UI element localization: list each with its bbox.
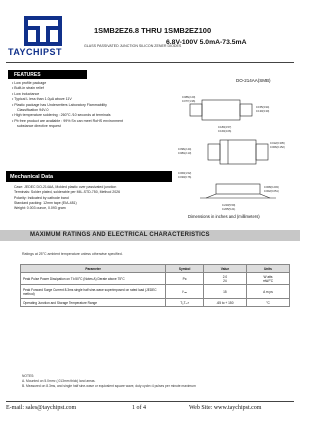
feature-item: • Low profile package bbox=[12, 81, 172, 86]
ratings-notes bbox=[22, 374, 196, 389]
voltage-current-spec: 6.8V-100V 5.0mA-73.5mA bbox=[166, 39, 247, 46]
column-header: Units bbox=[246, 265, 289, 273]
dim-label: 0.030(0.76) bbox=[178, 176, 192, 179]
footer-website[interactable]: Web Site: www.taychipst.com bbox=[189, 405, 262, 411]
dim-label: 0.155(3.94) bbox=[256, 106, 270, 109]
table-row bbox=[21, 285, 290, 299]
table-cell: -65 to + 150 bbox=[203, 299, 246, 307]
table-row bbox=[21, 273, 290, 285]
mechanical-heading: Mechanical Data bbox=[6, 171, 172, 182]
table-cell: 2.0 24 bbox=[203, 273, 246, 285]
table-cell: Pᴅ bbox=[166, 273, 204, 285]
mechanical-item: Weight: 0.003 ounce, 0.093 gram bbox=[14, 206, 66, 211]
table-row bbox=[21, 299, 290, 307]
table-cell: A m ps bbox=[246, 285, 289, 299]
ratings-note: Ratings at 25°C ambient temperature unless otherwise specified. bbox=[22, 252, 123, 256]
table-cell: Iᶠₛₘ bbox=[166, 285, 204, 299]
dim-label: 0.002(0.051) bbox=[264, 190, 279, 193]
dim-label: 0.077(1.96) bbox=[182, 100, 196, 103]
table-cell: Peak Forward Surge Current 8.3ms single half sine-wave superimposed on rated load (JEDEC method) bbox=[21, 285, 166, 299]
table-cell: Operating Junction and Storage Temperature Range bbox=[21, 299, 166, 307]
device-subtitle: GLASS PASSIVATED JUNCTION SILICON ZENER DIODES bbox=[84, 44, 182, 48]
column-header: Parameter bbox=[21, 265, 166, 273]
dim-label: 0.084(2.13) bbox=[178, 152, 192, 155]
dim-label: 0.160(4.06) bbox=[218, 130, 232, 133]
package-name: DO-214AA(SMB) bbox=[236, 78, 271, 83]
dim-label: 0.012(0.305) bbox=[270, 142, 285, 145]
features-list bbox=[12, 81, 172, 130]
package-outline-drawing bbox=[178, 84, 294, 212]
dim-label: 0.006(0.152) bbox=[270, 146, 285, 149]
dim-label: 0.060(1.52) bbox=[178, 172, 192, 175]
feature-item: • Plastic package has Underwriters Laboratory Flammability bbox=[12, 103, 172, 108]
column-header: Symbol bbox=[166, 265, 204, 273]
feature-item: • High temperature soldering : 260°C /10 seconds at terminals bbox=[12, 113, 172, 118]
dim-label: 0.008(0.203) bbox=[264, 186, 279, 189]
dim-label: 0.096(2.44) bbox=[178, 148, 192, 151]
mechanical-list bbox=[14, 185, 174, 211]
table-cell: Peak Pulse Power Dissipation on Tl=50°C (Notes A) Derate above 75°C bbox=[21, 273, 166, 285]
dim-label: 0.220(5.59) bbox=[222, 204, 236, 207]
note-line: NOTES: bbox=[22, 374, 35, 378]
feature-item: substance directive request bbox=[17, 124, 61, 129]
table-header-row bbox=[21, 265, 290, 273]
feature-item: • Built-in strain relief bbox=[12, 86, 172, 91]
taychipst-logo bbox=[24, 16, 62, 46]
feature-item: Classification 94V-0 bbox=[17, 108, 49, 113]
footer-divider bbox=[6, 401, 294, 402]
feature-item: • Low inductance bbox=[12, 92, 172, 97]
table-cell: °C bbox=[246, 299, 289, 307]
dim-label: 0.130(3.30) bbox=[256, 110, 270, 113]
feature-item: • Typical Iᵣ less than 1.0μA above 11V bbox=[12, 97, 172, 102]
dimensions-note: Dimensions in inches and (millimeters) bbox=[188, 214, 260, 219]
model-range-title: 1SMB2EZ6.8 THRU 1SMB2EZ100 bbox=[94, 26, 212, 35]
mechanical-item: Terminals: Solder plated, solderable per MIL-STD-750, Method 2026 bbox=[14, 190, 121, 195]
ratings-table bbox=[20, 264, 290, 307]
table-cell: Tⱼ,Tₛₜᵍ bbox=[166, 299, 204, 307]
dim-label: 0.205(5.21) bbox=[222, 208, 236, 211]
mechanical-item: Standard packing: 12mm tape (EIA-481) bbox=[14, 200, 77, 205]
header-divider bbox=[6, 62, 294, 63]
brand-name: TAYCHIPST bbox=[8, 47, 63, 57]
footer-email[interactable]: E-mail: sales@taychipst.com bbox=[6, 405, 77, 411]
page-number: 1 of 4 bbox=[132, 405, 146, 411]
features-heading: FEATURES bbox=[8, 70, 87, 79]
feature-item: • Pb free product are available : 99% Sn can meet RoHS environment bbox=[12, 119, 172, 124]
note-line: A. Mounted on 5.0mm² (.013mm thick) land areas. bbox=[22, 379, 96, 383]
mechanical-item: Case: JEDEC DO-214AA, Molded plastic over passivated junction bbox=[14, 185, 117, 189]
note-line: B. Measured on 8.3ms, and single half sine-wave or equivalent square wave, duty cycle=4 pulses per minute maximum bbox=[22, 384, 196, 388]
table-cell: 15 bbox=[203, 285, 246, 299]
table-cell: W atts mW/°C bbox=[246, 273, 289, 285]
dim-label: 0.180(4.57) bbox=[218, 126, 232, 129]
mechanical-item: Polarity: Indicated by cathode band bbox=[14, 195, 69, 200]
dim-label: 0.086(2.20) bbox=[182, 96, 196, 99]
column-header: Value bbox=[203, 265, 246, 273]
ratings-heading: MAXIMUM RATINGS AND ELECTRICAL CHARACTERISTICS bbox=[30, 232, 210, 238]
